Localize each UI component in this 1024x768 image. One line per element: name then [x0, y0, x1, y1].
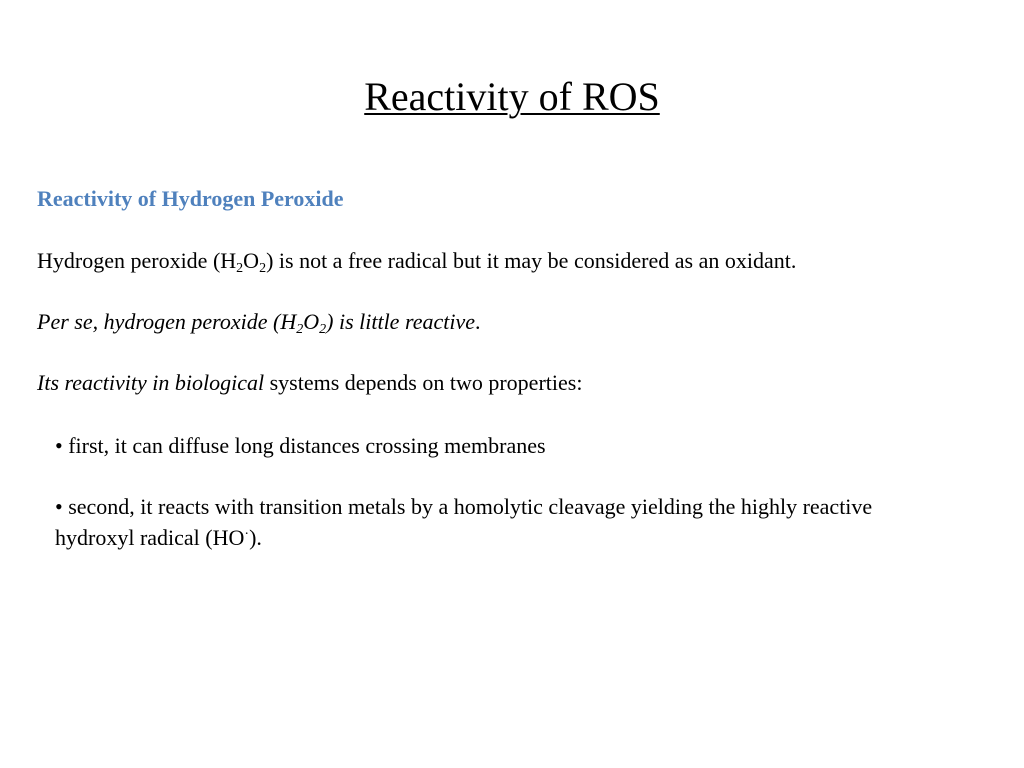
bullet-transition-metals: [55, 491, 935, 553]
p2-text-a: Per se, hydrogen peroxide (H: [37, 309, 297, 334]
p2-text-d: .: [474, 309, 481, 334]
bullet-diffuse: • first, it can diffuse long distances crossing membranes: [55, 433, 546, 458]
p1-text-a: Hydrogen peroxide (H: [37, 248, 237, 273]
slide-title: Reactivity of ROS: [364, 74, 660, 119]
p3-italic-text: Its reactivity in biological: [37, 370, 265, 395]
paragraph-oxidant: [37, 246, 796, 276]
b2-radical-dot: ·: [244, 527, 250, 542]
b2-text-b: ).: [249, 525, 262, 550]
p2-subscript-1: 2: [296, 322, 304, 337]
b2-text-a: • second, it reacts with transition metals by a homolytic cleavage yielding the highly reactive hydroxyl radical (HO: [55, 494, 873, 550]
paragraph-properties: [37, 368, 582, 398]
p2-subscript-2: 2: [319, 322, 327, 337]
p2-text-c: ) is little reactive: [326, 309, 475, 334]
p3-rest-text: systems depends on two properties:: [264, 370, 583, 395]
p1-subscript-1: 2: [236, 261, 244, 276]
paragraph-little-reactive: [37, 307, 480, 337]
p2-text-b: O: [303, 309, 320, 334]
p1-subscript-2: 2: [259, 261, 267, 276]
section-heading: Reactivity of Hydrogen Peroxide: [37, 186, 344, 211]
p1-text-c: ) is not a free radical but it may be considered as an oxidant.: [266, 248, 797, 273]
p1-text-b: O: [243, 248, 260, 273]
